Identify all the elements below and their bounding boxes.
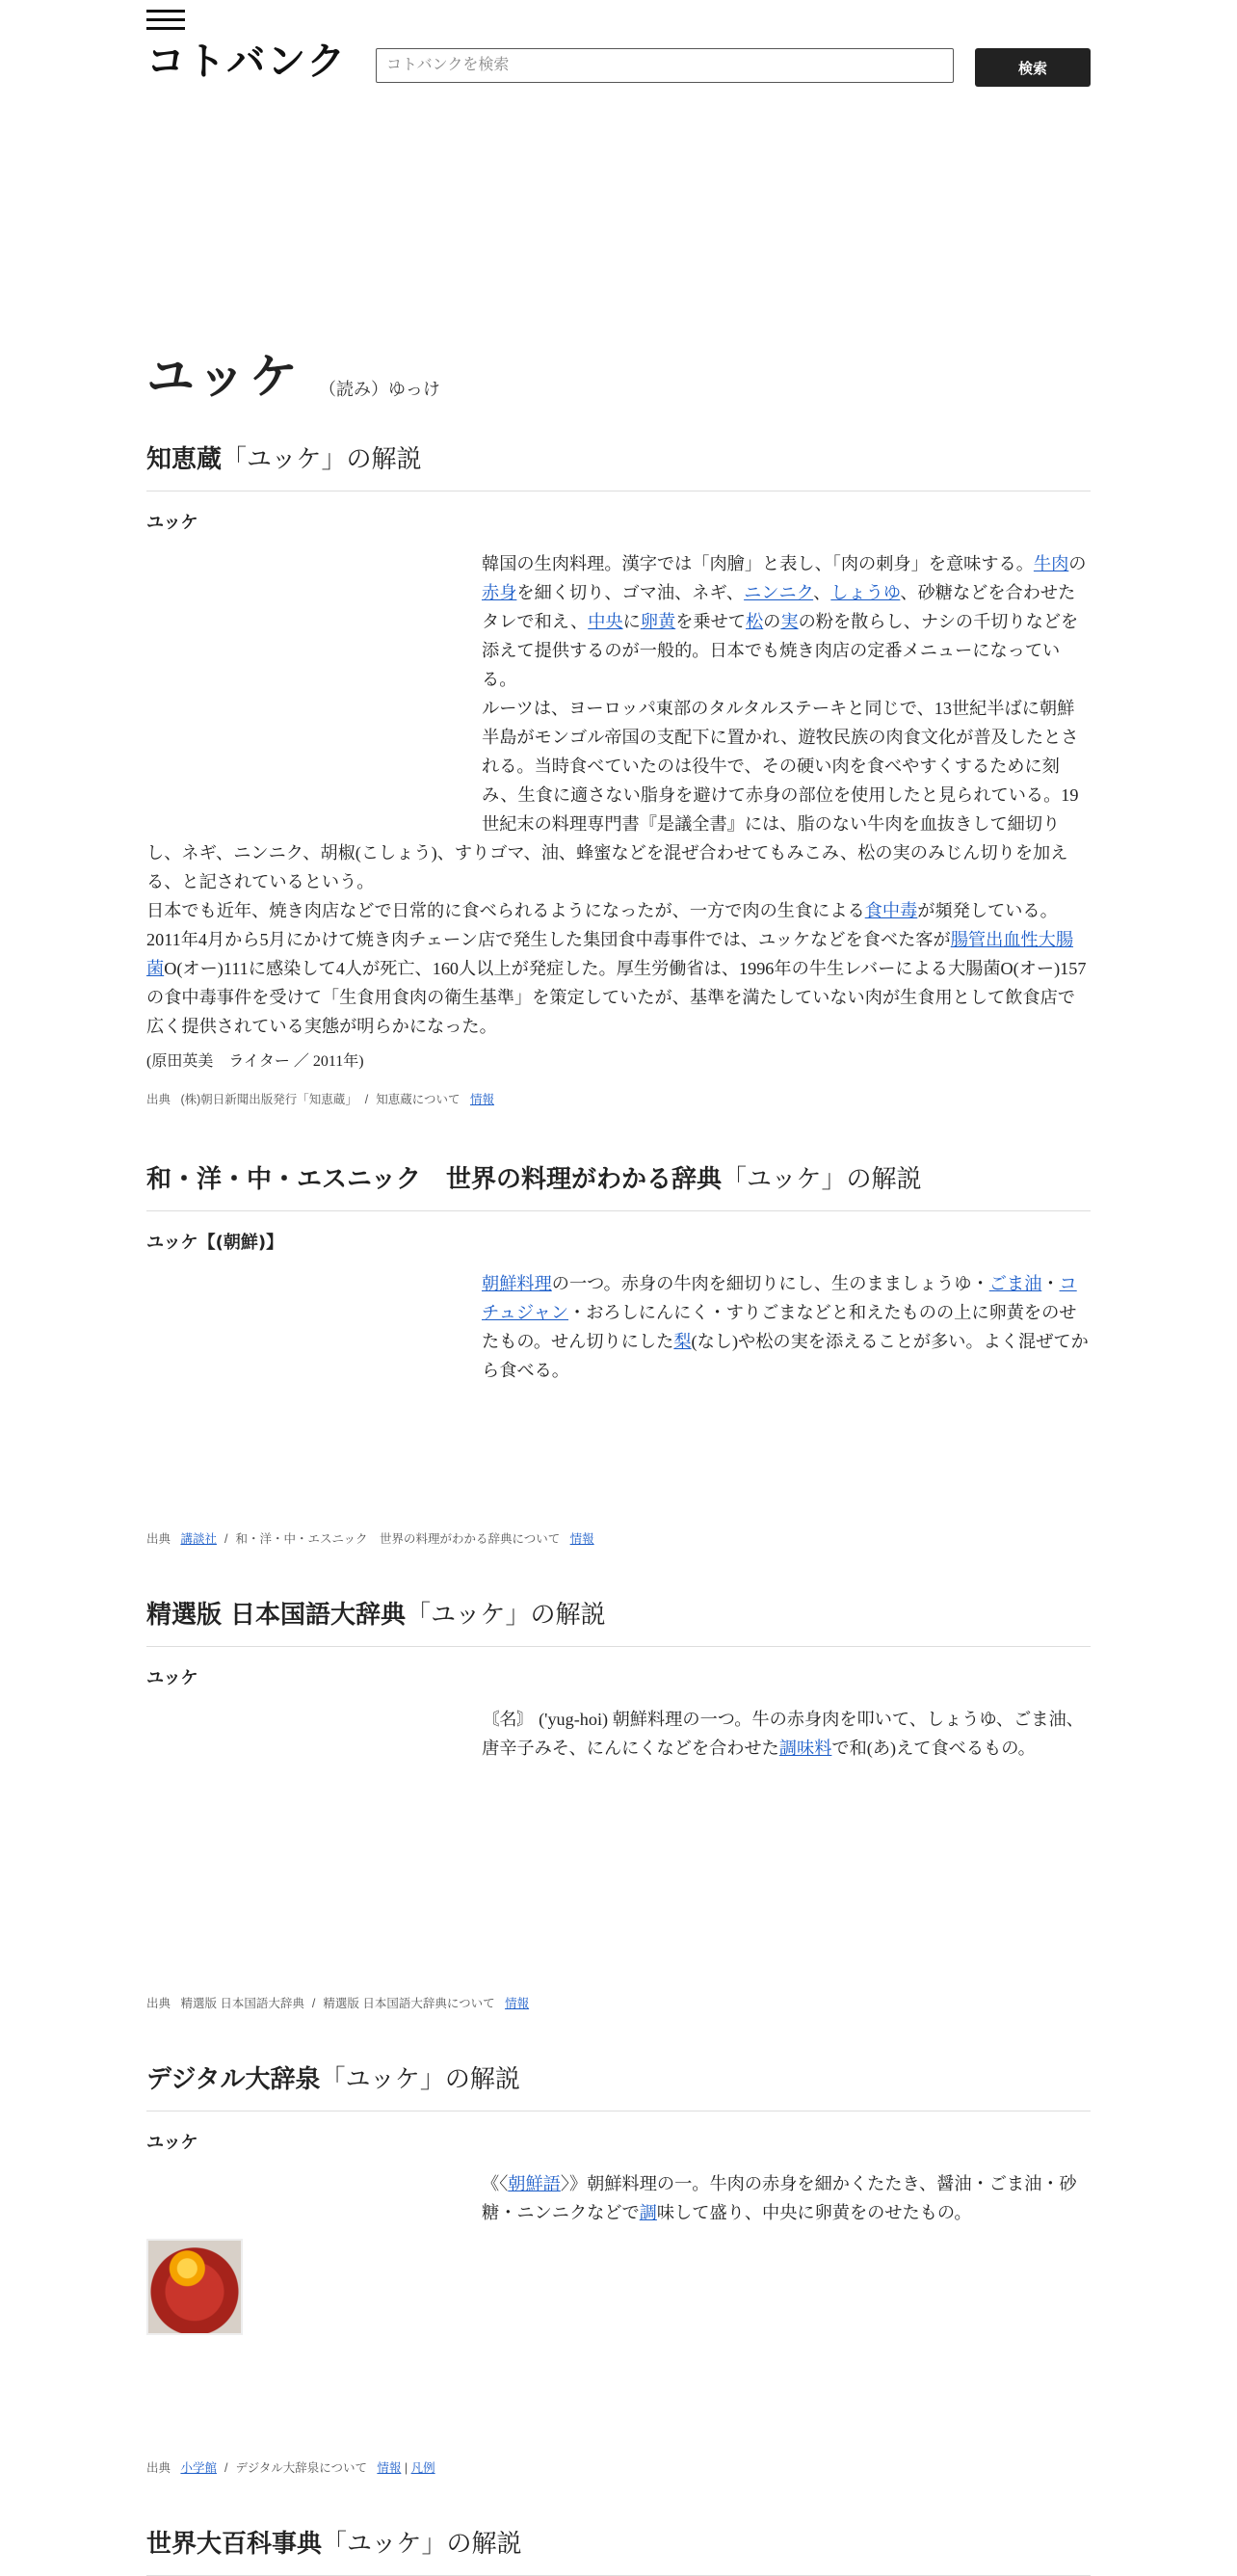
entry-paragraph: 《〈朝鮮語〉》朝鮮料理の一。牛肉の赤身を細かくたたき、醤油・ごま油・砂糖・ニンニクなどで調味して盛り、中央に卵黄をのせたもの。 [482, 2174, 1077, 2222]
link-gomaabura[interactable]: ごま油 [988, 1274, 1042, 1293]
link-matsu[interactable]: 松 [745, 612, 764, 631]
entry-source: 出典 (株)朝日新聞出版発行「知恵蔵」 / 知恵蔵について 情報 [146, 1093, 494, 1106]
section-heading [146, 1159, 1091, 1211]
entry-term: ユッケ [146, 2133, 198, 2153]
site-logo[interactable]: コトバンク [146, 40, 348, 84]
ad-placeholder [146, 1269, 472, 1529]
entry-term: ユッケ [146, 513, 198, 533]
dictionary-name: デジタル大辞泉 [146, 2065, 321, 2094]
link-ranpaku[interactable]: 卵黄 [640, 612, 676, 631]
link-chosen-ryori[interactable]: 朝鮮料理 [482, 1274, 552, 1293]
link-kochujang[interactable]: コチュジャン [482, 1274, 1077, 1322]
ad-banner-space [146, 96, 1091, 353]
link-daichokin[interactable]: 腸管出血性大腸菌 [146, 930, 1074, 978]
section-heading-suffix: 「ユッケ」の解説 [406, 1601, 606, 1630]
link-nashi[interactable]: 梨 [673, 1332, 692, 1351]
entry-paragraph: ルーツは、ヨーロッパ東部のタルタルステーキと同じで、13世紀半ばに朝鮮半島がモンゴル帝国の支配下に置かれ、遊牧民族の肉食文化が普及したとされる。当時食べていたのは役牛で、その硬い肉を食べやすくするために刻み、生食に適さない脂身を避けて赤身の部位を使用したと見られている。19世紀末の料理専門書『是議全書』には、脂のない牛肉を血抜きして細切りし、ネギ、ニンニク、胡椒(こしょう)、すりゴマ、油、蜂蜜などを混ぜ合わせてもみこみ、松の実のみじん切りを加える、と記されているという。 [146, 699, 1079, 891]
section-heading [146, 2524, 1091, 2576]
source-info-link[interactable]: 情報 [505, 1997, 530, 2010]
section-heading [146, 439, 1091, 491]
link-cho[interactable]: 調 [639, 2203, 657, 2222]
entry-section-ryori [146, 1159, 1091, 1547]
dictionary-name: 世界大百科事典 [146, 2530, 323, 2559]
entry-term: ユッケ [146, 1668, 198, 1688]
dictionary-name: 精選版 日本国語大辞典 [146, 1601, 407, 1630]
search-button[interactable]: 検索 [975, 48, 1091, 87]
page-title-word: ユッケ [146, 349, 302, 405]
link-ninniku[interactable]: ニンニク [744, 583, 814, 602]
entry-body [146, 2169, 1091, 2335]
entry-author: (原田英美 ライター ／ 2011年) [146, 1053, 364, 1070]
entry-section-daijisen [146, 2059, 1091, 2476]
dictionary-name: 和・洋・中・エスニック 世界の料理がわかる辞典 [146, 1165, 722, 1194]
link-chuo[interactable]: 中央 [588, 612, 623, 631]
link-chosengo[interactable]: 朝鮮語 [508, 2174, 561, 2193]
source-info-link[interactable]: 情報 [377, 2461, 402, 2475]
link-akami[interactable]: 赤身 [482, 583, 517, 602]
ad-placeholder [146, 2169, 472, 2458]
section-heading-suffix: 「ユッケ」の解説 [320, 2065, 520, 2094]
entry-paragraph: 韓国の生肉料理。漢字では「肉膾」と表し、「肉の刺身」を意味する。牛肉の赤身を細く切り、ゴマ油、ネギ、ニンニク、しょうゆ、砂糖などを合わせたタレで和え、中央に卵黄を乗せて松の実の粉を散らし、ナシの千切りなどを添えて提供するのが一般的。日本でも焼き肉店の定番メニューになっている。 [482, 554, 1087, 689]
entry-paragraph: 〘名〙 ('yug-hoi) 朝鮮料理の一つ。牛の赤身肉を叩いて、しょうゆ、ごま油、唐辛子みそ、にんにくなどを合わせた調味料で和(あ)えて食べるもの。 [482, 1710, 1084, 1758]
entry-source: 出典 精選版 日本国語大辞典 / 精選版 日本国語大辞典について 情報 [146, 1997, 530, 2010]
entry-source: 出典 講談社 / 和・洋・中・エスニック 世界の料理がわかる辞典について 情報 [146, 1532, 594, 1546]
section-heading-suffix: 「ユッケ」の解説 [222, 445, 422, 474]
source-info-link[interactable]: 情報 [569, 1532, 594, 1546]
section-heading [146, 1595, 1091, 1647]
entry-term: ユッケ【(朝鮮)】 [146, 1233, 284, 1253]
section-heading [146, 2059, 1091, 2111]
source-legend-link[interactable]: 凡例 [410, 2461, 435, 2475]
link-shoyu[interactable]: しょうゆ [830, 583, 901, 602]
source-publisher-link[interactable]: 小学館 [180, 2461, 217, 2475]
source-info-link[interactable]: 情報 [469, 1093, 494, 1106]
entry-paragraph: 朝鮮料理の一つ。赤身の牛肉を細切りにし、生のまましょうゆ・ごま油・コチュジャン・おろしにんにく・すりごまなどと和えたものの上に卵黄をのせたもの。せん切りにした梨(なし)や松の実を添えることが多い。よく混ぜてから食べる。 [482, 1274, 1089, 1380]
section-heading-suffix: 「ユッケ」の解説 [721, 1165, 922, 1194]
entry-section-nikkoku [146, 1595, 1091, 2011]
ad-placeholder [146, 549, 472, 819]
entry-body [146, 549, 1091, 1041]
ad-placeholder [146, 1705, 472, 1994]
link-mi[interactable]: 実 [780, 612, 799, 631]
entry-section-heibonsha [146, 2524, 1091, 2576]
menu-icon[interactable] [146, 10, 185, 31]
page-reading: （読み）ゆっけ [319, 380, 440, 400]
search-input[interactable] [376, 48, 954, 83]
section-heading-suffix: 「ユッケ」の解説 [322, 2530, 522, 2559]
entry-body [146, 1705, 1091, 1763]
entry-source: 出典 小学館 / デジタル大辞泉について 情報 | 凡例 [146, 2461, 435, 2475]
page-title [146, 349, 1091, 405]
entry-paragraph: 日本でも近年、焼き肉店などで日常的に食べられるようになったが、一方で肉の生食による食中毒が頻発している。2011年4月から5月にかけて焼き肉チェーン店で発生した集団食中毒事件では、ユッケなどを食べた客が腸管出血性大腸菌O(オー)111に感染して4人が死亡、160人以上が発症した。厚生労働省は、1996年の牛生レバーによる大腸菌O(オー)157の食中毒事件を受けて「生食用食肉の衛生基準」を策定していたが、基準を満たしていない肉が生食用として飲食店で広く提供されている実態が明らかになった。 [146, 901, 1087, 1036]
entry-body [146, 1269, 1091, 1385]
link-shokuchudoku[interactable]: 食中毒 [864, 901, 918, 920]
link-chomiryo[interactable]: 調味料 [778, 1739, 832, 1758]
source-publisher-link[interactable]: 講談社 [180, 1532, 217, 1546]
dictionary-name: 知恵蔵 [146, 445, 223, 474]
site-header [146, 0, 1091, 96]
link-gyuniku[interactable]: 牛肉 [1033, 554, 1069, 573]
entry-section-chiezo [146, 439, 1091, 1107]
